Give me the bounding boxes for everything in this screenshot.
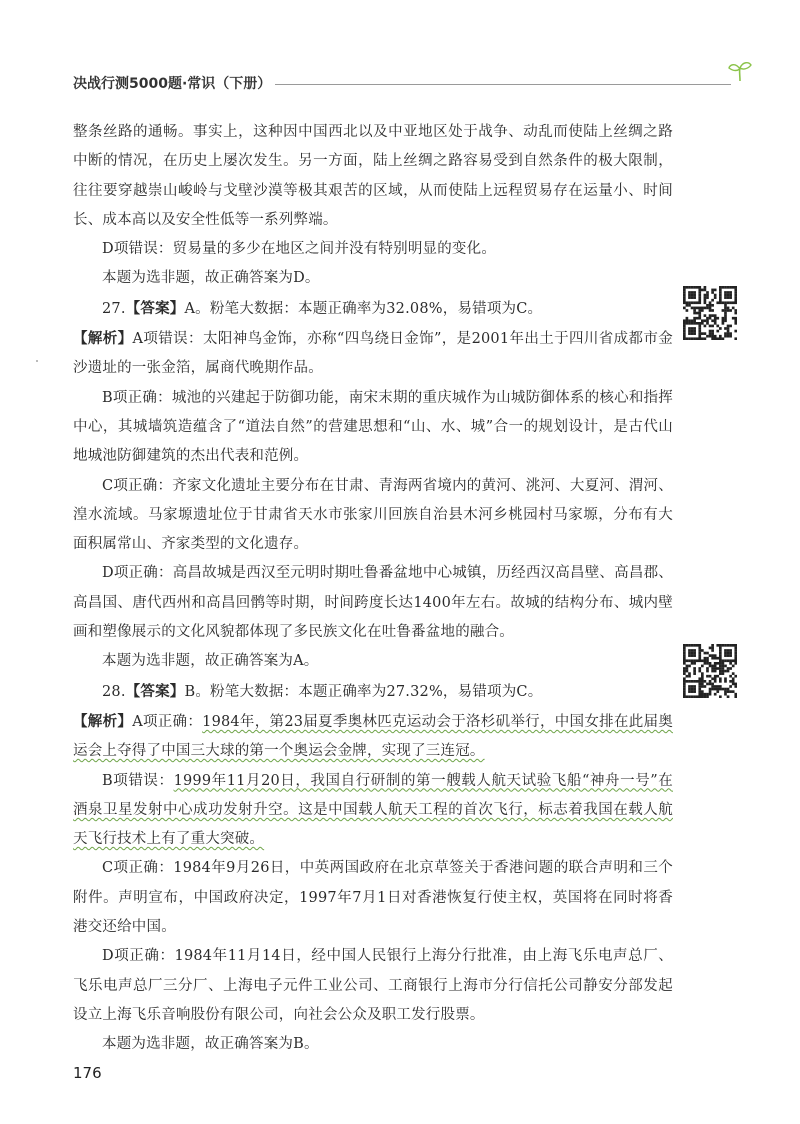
analysis-tag: 【解析】	[73, 330, 133, 348]
running-header	[73, 73, 753, 97]
paragraph-q27-conclusion: 本题为选非题，故正确答案为A。	[102, 653, 319, 670]
paragraph-q27-option-b: B项正确：城池的兴建起于防御功能，南宋末期的重庆城作为山城防御体系的核心和指挥中心，其城墙筑造蕴含了“道法自然”的营建思想和“山、水、城”合一的规划设计，是古代山地城池防御建筑的杰出代表和范例。	[73, 389, 673, 465]
page-body	[73, 118, 673, 1060]
paragraph-silk-road-continued: 整条丝路的通畅。事实上，这种因中国西北以及中亚地区处于战争、动乱而使陆上丝绸之路中断的情况，在历史上屡次发生。另一方面，陆上丝绸之路容易受到自然条件的极大限制，往往要穿越崇山峻岭与戈壁沙漠等极其艰苦的区域，从而使陆上远程贸易存在运量小、时间长、成本高以及安全性低等一系列弊端。	[73, 124, 673, 228]
paragraph-q28-conclusion: 本题为选非题，故正确答案为B。	[102, 1036, 319, 1053]
paragraph-q26-conclusion: 本题为选非题，故正确答案为D。	[102, 270, 320, 287]
header-rule	[275, 84, 731, 85]
paragraph-q28-option-d: D项正确：1984年11月14日，经中国人民银行上海分行批准，由上海飞乐电声总厂、飞乐电声总厂三分厂、上海电子元件工业公司、工商银行上海市分行信托公司静安分部发起设立上海飞乐音响股份有限公司，向社会公众及职工发行股票。	[73, 948, 673, 1023]
answer-tag: 【答案】	[125, 682, 185, 700]
book-title: 决战行测5000题·常识（下册）	[73, 76, 272, 92]
paragraph-q27-answer: 27.【答案】A。粉笔大数据：本题正确率为32.08%，易错项为C。	[102, 299, 543, 317]
paragraph-q26-option-d: D项错误：贸易量的多少在地区之间并没有特别明显的变化。	[102, 241, 497, 258]
paragraph-q28-option-c: C项正确：1984年9月26日，中英两国政府在北京草签关于香港问题的联合声明和三个附件。声明宣布，中国政府决定，1997年7月1日对香港恢复行使主权，英国将在同时将香港交还给中国。	[73, 860, 673, 936]
paragraph-q27-option-c: C项正确：齐家文化遗址主要分布在甘肃、青海两省境内的黄河、洮河、大夏河、渭河、湟水流域。马家塬遗址位于甘肃省天水市张家川回族自治县木河乡桃园村马家塬，分布有大面积属常山、齐家类型的文化遗存。	[73, 477, 673, 553]
qr-code-question-27[interactable]	[683, 286, 737, 340]
paragraph-q27-analysis-a: 【解析】A项错误：太阳神鸟金饰，亦称“四鸟绕日金饰”，是2001年出土于四川省成都市金沙遗址的一张金箔，属商代晚期作品。	[73, 330, 673, 377]
highlighted-text: 1999年11月20日，我国自行研制的第一艘载人航天试验飞船“神舟一号”在酒泉卫星发射中心成功发射升空。这是中国载人航天工程的首次飞行，标志着我国在载人航天飞行技术上有了重大突破。	[73, 772, 673, 848]
paragraph-q27-option-d: D项正确：高昌故城是西汉至元明时期吐鲁番盆地中心城镇，历经西汉高昌壁、高昌郡、高昌国、唐代西州和高昌回鹘等时期，时间跨度长达1400年左右。故城的结构分布、城内壁画和塑像展示的文化风貌都体现了多民族文化在吐鲁番盆地的融合。	[73, 565, 673, 641]
question-number: 28.	[102, 683, 126, 700]
question-number: 27.	[102, 300, 126, 317]
paragraph-q28-analysis-a: 【解析】A项正确：1984年，第23届夏季奥林匹克运动会于洛杉矶举行，中国女排在此届奥运会上夺得了中国三大球的第一个奥运会金牌，实现了三连冠。	[73, 712, 673, 760]
paragraph-q28-option-b: B项错误：1999年11月20日，我国自行研制的第一艘载人航天试验飞船“神舟一号”在酒泉卫星发射中心成功发射升空。这是中国载人航天工程的首次飞行，标志着我国在载人航天飞行技术上有了重大突破。	[73, 772, 673, 848]
sprout-icon	[727, 59, 753, 83]
qr-code-icon	[683, 286, 737, 340]
highlighted-text: 1984年，第23届夏季奥林匹克运动会于洛杉矶举行，中国女排在此届奥运会上夺得了中国三大球的第一个奥运会金牌，实现了三连冠。	[73, 713, 673, 760]
paragraph-q28-answer: 28.【答案】B。粉笔大数据：本题正确率为27.32%，易错项为C。	[102, 682, 543, 700]
qr-code-question-28[interactable]	[683, 644, 737, 698]
page-number: 176	[73, 1064, 102, 1082]
answer-tag: 【答案】	[125, 299, 185, 317]
analysis-tag: 【解析】	[73, 712, 133, 730]
qr-code-icon	[683, 644, 737, 698]
margin-mark	[36, 360, 38, 362]
